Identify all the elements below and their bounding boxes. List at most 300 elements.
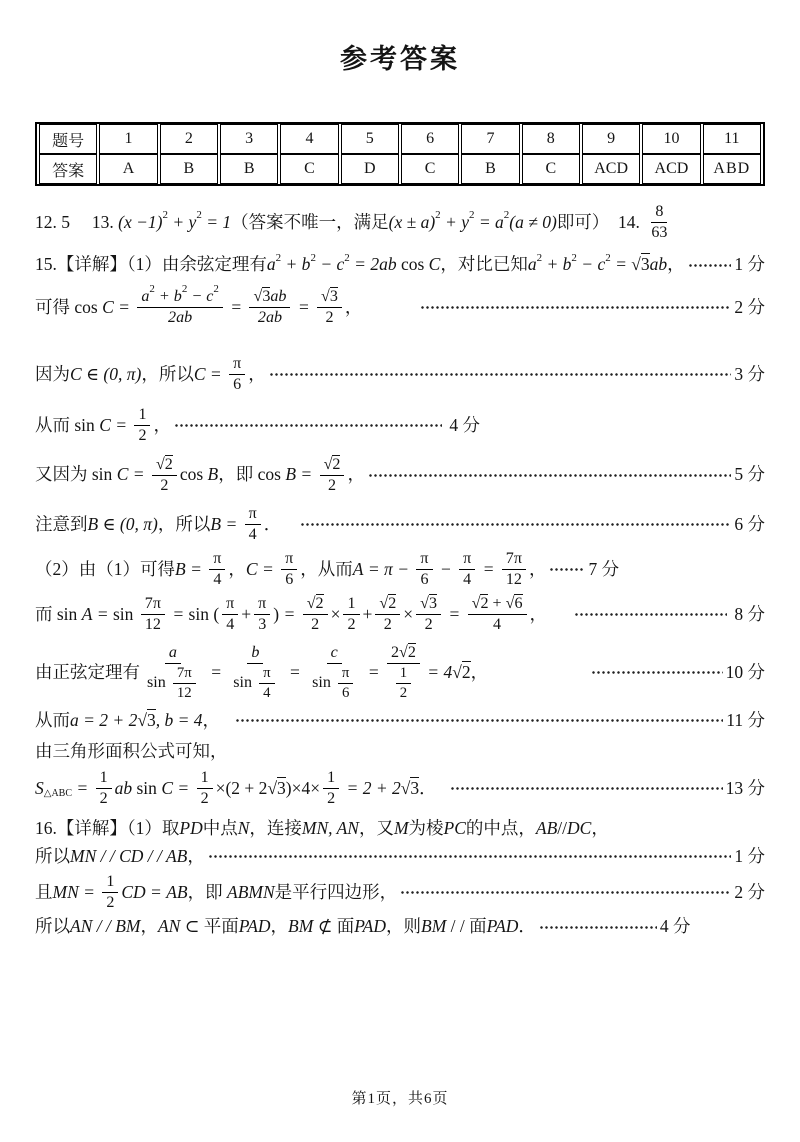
numerator — [459, 549, 475, 570]
denominator — [245, 525, 261, 545]
denominator — [134, 426, 150, 446]
math-variable: = 2ab — [349, 254, 397, 275]
text-run: 4 — [493, 616, 502, 634]
fraction — [459, 549, 475, 590]
math-variable: AB — [535, 817, 558, 838]
text-run: π — [341, 665, 350, 682]
radicand: 6 — [514, 595, 523, 613]
answer-table — [35, 122, 765, 186]
line-15-step8 — [35, 594, 765, 635]
math-variable: = 4 — [422, 662, 453, 683]
table-cell: ACD — [642, 154, 700, 184]
fraction — [254, 594, 270, 635]
text-run: 4 分 — [659, 916, 691, 937]
denominator — [396, 684, 411, 703]
superscript: 2 — [149, 283, 155, 296]
answers-12-13-14 — [35, 202, 765, 243]
square-root: √2 — [471, 595, 489, 613]
math-variable: − c — [315, 254, 345, 275]
fraction — [96, 768, 112, 809]
text-run: 4 — [226, 616, 235, 634]
text-run: sin — [312, 674, 335, 692]
fraction — [152, 455, 177, 496]
text-run: ， — [140, 916, 158, 937]
math-variable: = — [92, 603, 113, 624]
math-variable: , b — [155, 709, 174, 730]
text-run: ，连接 — [249, 817, 302, 838]
subscript: △ABC — [43, 787, 73, 799]
fraction — [102, 872, 118, 913]
radicand: 3 — [410, 777, 420, 798]
text-run: ，则 — [386, 916, 422, 937]
text-run: 2 — [106, 894, 115, 912]
numerator — [343, 594, 359, 615]
text-run: ， — [591, 817, 609, 838]
text-run: 1 分 — [734, 845, 765, 866]
text-run: ． — [518, 916, 536, 937]
superscript: 2 — [503, 209, 510, 222]
text-run: 2 — [160, 476, 169, 494]
radicand: 3 — [640, 254, 650, 275]
math-variable: = 2 + 2 — [78, 709, 138, 730]
denominator — [380, 615, 396, 635]
text-run: 10 分 — [725, 662, 765, 683]
numerator — [281, 549, 297, 570]
radicand: 3 — [146, 709, 156, 730]
text-run: ×(2 + 2 — [215, 777, 268, 798]
denominator — [209, 570, 225, 590]
fraction — [229, 354, 245, 395]
numerator — [320, 455, 345, 476]
denominator — [308, 664, 360, 702]
text-run: // — [557, 817, 568, 838]
text-run: π — [226, 595, 235, 613]
numerator — [259, 664, 274, 684]
square-root: √3 — [137, 709, 156, 730]
text-run: （2）由（1）可得 — [35, 558, 175, 579]
numerator — [338, 664, 353, 684]
text-run: 为棱 — [408, 817, 444, 838]
superscript: 2 — [435, 209, 441, 222]
text-run: 1 — [327, 768, 336, 786]
dotted-leader — [235, 713, 723, 728]
text-run: 7π — [176, 665, 192, 682]
text-run: 8 — [655, 203, 664, 220]
table-cell: 2 — [160, 124, 218, 154]
math-variable: = — [145, 882, 167, 903]
fraction — [222, 594, 238, 635]
numerator — [468, 594, 527, 615]
denominator — [164, 308, 196, 328]
text-run: 1 — [106, 873, 115, 891]
math-variable: A — [352, 558, 364, 579]
math-variable: PAD — [354, 916, 387, 937]
math-variable: a — [70, 709, 79, 730]
radicand: 3 — [329, 287, 338, 305]
table-cell: 6 — [401, 124, 459, 154]
denominator — [229, 664, 281, 702]
superscript: 2 — [571, 251, 577, 264]
text-run: 2 — [328, 476, 337, 494]
text-run: 4 — [213, 571, 222, 589]
numerator — [502, 549, 526, 570]
text-run: 所以 — [35, 845, 70, 866]
fraction — [137, 283, 223, 328]
math-variable: = — [205, 363, 227, 384]
math-variable: C — [161, 777, 173, 798]
page-footer: 第1页，共6页 — [351, 1091, 449, 1107]
text-run: 2 — [424, 616, 433, 634]
numerator — [249, 287, 290, 308]
dotted-leader — [368, 468, 731, 483]
text-run: + — [488, 595, 506, 613]
text-run: ， — [270, 916, 289, 937]
numerator — [141, 594, 165, 615]
fraction — [396, 664, 411, 702]
line-15-step3 — [35, 354, 765, 395]
denominator — [96, 789, 112, 809]
text-run: ， — [528, 558, 547, 579]
fraction — [197, 768, 213, 809]
denominator — [324, 476, 340, 496]
math-variable: ab — [649, 254, 668, 275]
math-variable: = — [225, 296, 247, 317]
table-cell: 4 — [280, 124, 338, 154]
superscript: 2 — [468, 209, 475, 222]
text-run: 6 — [233, 376, 242, 394]
line-15-step4 — [35, 405, 765, 446]
radicand: 2 — [164, 455, 173, 473]
square-root: √2 — [323, 455, 341, 473]
math-variable: a — [527, 254, 537, 275]
text-run: + — [362, 603, 373, 624]
text-run: 中点 — [202, 817, 238, 838]
math-variable: B — [207, 464, 219, 485]
square-root: √3 — [420, 595, 438, 613]
math-variable: = — [72, 777, 93, 798]
radicand: 2 — [315, 595, 324, 613]
fraction — [323, 768, 339, 809]
superscript: 2 — [310, 251, 316, 264]
math-variable: CD — [121, 882, 146, 903]
square-root: √3 — [267, 777, 286, 798]
fraction — [303, 594, 328, 635]
math-variable: ab — [270, 287, 287, 305]
denominator — [254, 308, 286, 328]
math-variable: − — [435, 558, 457, 579]
math-variable: PC — [443, 817, 466, 838]
text-run: π — [285, 549, 294, 567]
math-variable: AN / / BM — [70, 916, 141, 937]
math-variable: MN / / CD / / AB — [70, 845, 188, 866]
math-variable: = — [610, 254, 632, 275]
text-run: 2 — [399, 685, 408, 701]
table-cell: 11 — [703, 124, 761, 154]
text-run: ， — [153, 415, 171, 436]
text-run: ⊂ 平面 — [180, 916, 239, 937]
square-root: √2 — [379, 595, 397, 613]
text-run: 6 — [420, 571, 429, 589]
table-cell: B — [220, 154, 278, 184]
fraction — [647, 202, 671, 243]
math-variable: = — [444, 603, 465, 624]
text-run: 12 — [176, 685, 192, 701]
math-variable: = — [257, 558, 279, 579]
text-run: 因为 — [35, 363, 70, 384]
text-run: ，所以 — [141, 363, 194, 384]
line-16-step2 — [35, 872, 765, 913]
square-root: √2 — [399, 644, 416, 662]
radicand: 3 — [428, 595, 438, 613]
denominator — [222, 615, 238, 635]
math-variable: c — [330, 644, 338, 662]
math-variable: = 2 + 2 — [342, 777, 401, 798]
math-variable: + y — [440, 211, 469, 232]
denominator — [459, 570, 475, 590]
fraction — [308, 643, 360, 702]
text-run: cos — [396, 254, 429, 275]
denominator — [102, 893, 118, 913]
denominator — [173, 684, 196, 703]
text-run: 1 — [200, 768, 209, 786]
math-variable: (a ≠ 0) — [509, 211, 557, 232]
table-cell: 10 — [642, 124, 700, 154]
square-root: √3 — [631, 254, 650, 275]
text-run: ． — [263, 513, 282, 534]
table-cell: 9 — [582, 124, 640, 154]
text-run: 11 分 — [726, 709, 765, 730]
text-run: 13 分 — [725, 777, 765, 798]
math-variable: PAD — [238, 916, 271, 937]
denominator — [259, 684, 274, 703]
denominator — [323, 789, 339, 809]
fraction — [468, 594, 527, 635]
fraction — [338, 664, 353, 702]
superscript: 2 — [536, 251, 543, 264]
fraction — [416, 549, 432, 590]
text-run: × — [330, 603, 341, 624]
text-run: 12. 5 13. — [35, 211, 119, 232]
math-variable: A — [81, 603, 93, 624]
text-run: 2 — [347, 616, 356, 634]
superscript: 2 — [162, 209, 168, 222]
dotted-leader — [208, 849, 732, 864]
text-run: 可得 cos — [35, 296, 103, 317]
text-run: × — [403, 603, 414, 624]
math-variable: ab — [114, 777, 133, 798]
text-run: 2 分 — [734, 882, 765, 903]
superscript: 2 — [605, 251, 611, 264]
text-run: 即可） 14. — [556, 211, 645, 232]
text-run: 3 分 — [734, 363, 765, 384]
superscript: 2 — [213, 283, 219, 296]
text-run: π — [258, 595, 267, 613]
denominator — [229, 375, 245, 395]
fraction — [245, 504, 261, 545]
math-variable: − c — [187, 287, 214, 305]
math-variable: = π − — [363, 558, 414, 579]
solution-body — [35, 202, 765, 939]
math-variable: + b — [542, 254, 572, 275]
math-variable: 2ab — [257, 308, 283, 326]
table-cell: C — [401, 154, 459, 184]
superscript: 2 — [196, 209, 202, 222]
text-run: + — [241, 603, 252, 624]
numerator — [222, 594, 238, 615]
text-run: 2 — [325, 308, 334, 326]
fraction — [141, 594, 165, 635]
line-16-step1 — [35, 845, 765, 869]
text-run: 所以 — [35, 916, 70, 937]
fraction — [209, 549, 225, 590]
text-run: 由三角形面积公式可知， — [35, 741, 228, 762]
text-run: 1 分 — [734, 254, 765, 275]
superscript: 2 — [275, 251, 282, 264]
math-variable: C — [116, 464, 129, 485]
numerator — [209, 549, 225, 570]
numerator — [197, 768, 213, 789]
math-variable: C — [245, 558, 258, 579]
denominator — [343, 615, 359, 635]
math-variable: + b — [281, 254, 311, 275]
fraction — [387, 643, 420, 702]
table-cell: 7 — [461, 124, 519, 154]
math-variable: B — [87, 513, 99, 534]
radicand: 3 — [262, 287, 271, 305]
dotted-leader — [300, 517, 731, 532]
radicand: 2 — [407, 644, 416, 662]
math-variable: = — [279, 603, 300, 624]
fraction — [375, 594, 400, 635]
text-run: sin — [147, 674, 170, 692]
math-variable: = — [110, 415, 132, 436]
table-cell: 8 — [522, 124, 580, 154]
text-run: 又因为 sin — [35, 464, 117, 485]
math-variable: PD — [179, 817, 203, 838]
text-run: 2 — [311, 616, 320, 634]
numerator — [416, 549, 432, 570]
table-cell-header-label: 题号 — [39, 124, 97, 154]
math-variable: a — [168, 644, 177, 662]
denominator — [197, 789, 213, 809]
text-run: ) — [273, 603, 280, 624]
math-variable: − c — [576, 254, 606, 275]
math-variable: BM — [421, 916, 447, 937]
text-run: sin — [112, 603, 138, 624]
text-run: ， — [667, 254, 685, 275]
superscript: 2 — [181, 283, 188, 296]
math-variable: AN — [157, 916, 181, 937]
text-run: （答案不唯一，满足 — [231, 211, 389, 232]
math-variable: DC — [567, 817, 592, 838]
text-run: ， — [344, 296, 363, 317]
math-variable: 2ab — [168, 308, 193, 326]
numerator — [137, 283, 223, 308]
math-variable: C — [193, 363, 206, 384]
numerator — [396, 664, 411, 684]
line-15-step2 — [35, 283, 765, 328]
text-run: π — [248, 504, 257, 522]
text-run: 且 — [35, 882, 53, 903]
table-cell: 5 — [341, 124, 399, 154]
math-variable: = — [478, 558, 499, 579]
numerator — [96, 768, 112, 789]
text-run: ，对比已知 — [440, 254, 528, 275]
table-cell: B — [160, 154, 218, 184]
dotted-leader — [539, 920, 657, 935]
dotted-leader — [591, 665, 723, 680]
numerator — [165, 643, 181, 664]
text-run: π — [233, 355, 242, 373]
text-run: 1 — [347, 595, 356, 613]
dotted-leader — [688, 258, 732, 273]
denominator — [421, 615, 437, 635]
text-run: ， — [187, 845, 205, 866]
text-run: 从而 sin — [35, 415, 100, 436]
text-run: π — [420, 549, 429, 567]
text-run: π — [213, 549, 222, 567]
text-run: 4 — [248, 525, 257, 543]
fraction — [259, 664, 274, 702]
numerator — [303, 594, 328, 615]
text-run: 2 — [138, 427, 147, 445]
denominator — [281, 570, 297, 590]
text-run: 由正弦定理有 — [35, 662, 140, 683]
text-run: ． — [419, 777, 437, 798]
math-variable: = — [173, 777, 194, 798]
dotted-leader — [174, 418, 442, 433]
radicand: 2 — [480, 595, 489, 613]
numerator — [254, 594, 270, 615]
dotted-leader — [420, 300, 731, 315]
text-run: 6 — [341, 685, 350, 701]
square-root: √3 — [400, 777, 420, 798]
numerator — [173, 664, 196, 684]
math-variable: = — [113, 296, 135, 317]
text-run: 7π — [144, 595, 161, 613]
line-15-step10 — [35, 709, 765, 733]
text-run: 1 — [138, 406, 147, 424]
text-run: ，从而 — [300, 558, 353, 579]
numerator — [247, 643, 263, 664]
square-root: √2 — [452, 662, 471, 683]
fraction — [502, 549, 526, 590]
line-15-step7 — [35, 549, 765, 590]
denominator — [647, 223, 671, 243]
text-run: 1 — [399, 665, 408, 682]
numerator — [387, 643, 420, 664]
table-cell: C — [522, 154, 580, 184]
fraction — [343, 594, 359, 635]
text-run: / / 面 — [446, 916, 487, 937]
table-cell-answer-label: 答案 — [39, 154, 97, 184]
math-variable: MN — [52, 882, 79, 903]
line-15-area-note — [35, 740, 765, 764]
text-run: 6 分 — [734, 513, 765, 534]
math-variable: PAD — [486, 916, 519, 937]
math-variable: = — [205, 662, 227, 683]
text-run: 2 分 — [734, 296, 765, 317]
document-title: 参考答案 — [340, 44, 460, 74]
text-run: ⊄ 面 — [313, 916, 355, 937]
text-run: 7π — [505, 549, 522, 567]
denominator — [307, 615, 323, 635]
table-cell: ABD — [703, 154, 761, 184]
radicand: 3 — [277, 777, 286, 798]
denominator — [389, 664, 418, 702]
square-root: √3 — [321, 287, 338, 305]
text-run: ∈ — [98, 513, 120, 534]
